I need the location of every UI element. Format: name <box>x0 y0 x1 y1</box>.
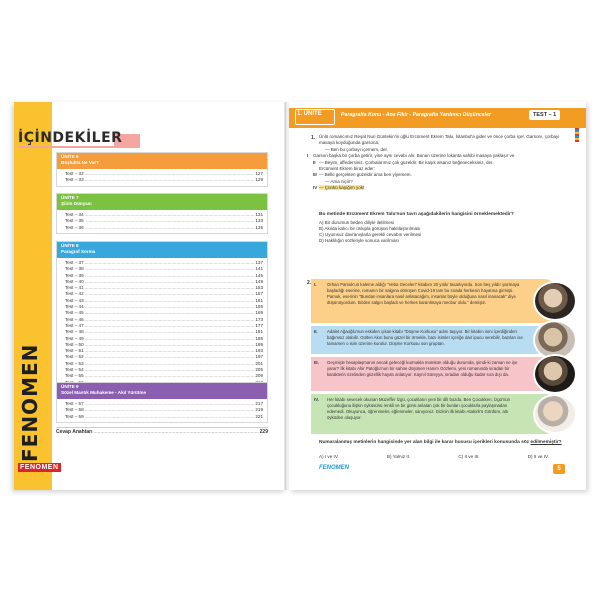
open-book <box>14 102 586 490</box>
question-stem: Numaralanmış metinlerin hangisinde yer alan bilgi ile karar hususu içerikleri konusunda söz edilmemiştir? <box>319 440 562 445</box>
answer-option[interactable]: B) Akılda kalıcı bir üslupla görüşün haklılaştırılması <box>319 226 421 232</box>
unit-label: ÜNİTE 7 <box>61 195 79 200</box>
header-title: Paragrafta Konu - Ana Fikir - Paragrafta Yardımcı Düşünceler <box>341 112 492 118</box>
answer-option[interactable]: A) Bir durumun beden diliyle iletilmesi <box>319 220 395 225</box>
toc-row[interactable]: Test – 40 ..... 149 <box>65 279 263 285</box>
toc-row[interactable]: Test – 41 ..... 153 <box>65 285 263 291</box>
unit-subtitle: Paragraf Sorma <box>61 249 96 254</box>
toc-row[interactable]: Test – 53 ..... 201 <box>65 361 263 367</box>
answer-option[interactable]: C) II ve III. <box>458 454 480 459</box>
toc-row[interactable]: Test – 35 ..... 133 <box>65 218 263 224</box>
answer-key-row[interactable] <box>56 427 268 435</box>
answer-key-page: 229 <box>259 429 268 435</box>
unit-rows <box>57 210 267 233</box>
toc-row[interactable]: Test – 59 ..... 221 <box>65 414 263 420</box>
answer-option[interactable]: D) Haklılığın sözleriyle sonuca varılması <box>319 238 400 244</box>
question-number: 1. <box>311 135 316 141</box>
unit-label: ÜNİTE 8 <box>61 243 79 248</box>
toc-row[interactable]: Test – 46 ..... 173 <box>65 317 263 323</box>
toc-row[interactable]: Test – 58 ..... 219 <box>65 407 263 413</box>
unit-subtitle: Sözel Mantık Muhakeme - Akıl Yürütme <box>61 390 147 395</box>
toc-row[interactable]: Test – 49 ..... 185 <box>65 336 263 342</box>
unit-block <box>56 382 268 423</box>
passage-line: III — Belki gerçekten güzeldir ama ben yiyemem. <box>313 172 412 178</box>
toc-row[interactable]: Test – 32 ..... 127 <box>65 171 263 177</box>
passage-line: I Garson başka bir çorba getirir, yine aynı cevabı alır. Bunun üzerine lokanta sahibi masaya yaklaşır ve <box>307 153 515 159</box>
color-stripe-icon <box>575 128 579 142</box>
toc-row[interactable]: Test – 43 ..... 161 <box>65 298 263 304</box>
toc-page <box>14 102 286 490</box>
toc-row[interactable]: Test – 54 ..... 205 <box>65 367 263 373</box>
toc-row[interactable]: Test – 39 ..... 145 <box>65 273 263 279</box>
toc-row[interactable]: Test – 42 ..... 157 <box>65 291 263 297</box>
answer-options <box>319 220 569 244</box>
unit-subtitle: Şiirin Dünyası <box>61 201 92 206</box>
unit-header <box>57 242 267 258</box>
passage-text: Adalet Ağaoğlu'nun eskiden çıkan kitabı "Düşme Korkusu" adını taşıyor. Bir kitabın ismi içerdiğinden bağımsız olabilir. Gülten Akın bunu güzel bir örnekle, bazı isimler içeriğe dair ipucu verebilir, bazıları ise tamamen o isim üzerine kurulur. Düşme Korkusu son gruptan. <box>327 329 523 346</box>
unit-block <box>56 241 268 389</box>
question-2-passages <box>311 279 555 437</box>
brand-logo: FENOMEN <box>319 465 349 471</box>
unit-header <box>57 194 267 210</box>
question-stem: Bu metinde Ercüment Ekrem Talu'nun tavrı aşağıdakilerin hangisini örneklemektedir? <box>319 212 514 217</box>
toc-row[interactable]: Test – 36 ..... 135 <box>65 225 263 231</box>
unit-block <box>56 193 268 234</box>
page-title: İÇİNDEKİLER <box>18 130 123 146</box>
answer-option[interactable]: D) II ve IV. <box>527 454 549 459</box>
passage-text: Orhan Pamuk'un kaleme aldığı "Veba Geceleri" kitabını 20 yıldır tasarlıyordu. Son beş yıldır yazmaya başladığı eserine, romanın bir salgına dönüşen Covid-19 tam bu sırada herkesin hayatına girmişti. Pamuk, eserinin "Bundan insanlara nasıl anlatacağım, insanlar böyle olduğuna nasıl inanacak" diye düşünüyordum. Birden salgın başladı ve herkes karantinaya mecbur oldu." demiştir. <box>327 282 520 305</box>
toc-row[interactable]: Test – 50 ..... 189 <box>65 342 263 348</box>
toc-row[interactable]: Test – 45 ..... 169 <box>65 310 263 316</box>
toc-row[interactable]: Test – 47 ..... 177 <box>65 323 263 329</box>
unit-label: ÜNİTE 9 <box>61 384 79 389</box>
passage-line: IV — Çünkü kaşığım yok! <box>313 185 365 191</box>
unit-rows <box>57 258 267 388</box>
passage-intro: Ünlü romancımız Reşat Nuri Güntekin'in oğlu Ercüment Ekrem Talu, İstanbul'a gider ve önce çorba içer. Garsonı, çorbayı masaya koyduğunda garsona, <box>319 134 560 146</box>
unit-label: 1. ÜNİTE <box>297 111 322 117</box>
answer-option[interactable]: C) Uyumsuz davranışlarla gerekli cevabın verilmesi <box>319 232 422 238</box>
passage-text: Her kitabı sevecek okunan Müzeffer İzgü, çocukların yeni bir dili bozdu. Ben Çocukken, İzgü'nün çocukluğunu ilişkin öyküsünü renkli ve bir günü anlatan çok bir bunları çocuklarla paylaşmadan edemedi. Okuyunca, öğrenmeler, eğlenmeler, sanıyoruz. Dizinin ilk kitabı Atatürk'ü Gördüm, altı öyküden oluşuyor. <box>327 397 510 420</box>
passage-line: Ercüment Ekrem biraz eder: <box>319 166 376 172</box>
passage-line: — Ama niçin? <box>325 178 353 184</box>
toc-row[interactable]: Test – 55 ..... 209 <box>65 373 263 379</box>
toc-row[interactable]: Test – 51 ..... 193 <box>65 348 263 354</box>
passage-card: I. Orhan Pamuk'un kaleme aldığı "Veba Geceleri" kitabını 20 yıldır tasarlıyordu. Son beş yıldır yazmaya başladığı eserine, romanın bir salgına dönüşen Covid-19 tam bu sırada herkesin hayatına girmişti. Pamuk, eserinin "Bundan insanlara nasıl anlatacağım, insanlar böyle olduğuna nasıl inanacak" diye düşünüyordum. Birden salgın başladı ve herkes karantinaya mecbur oldu." demiştir. <box>311 279 555 323</box>
unit-block <box>56 152 268 187</box>
answer-key-label: Cevap Anahtarı <box>56 429 93 435</box>
test-page <box>289 102 586 490</box>
answer-option[interactable]: A) I ve IV. <box>319 454 339 459</box>
answer-option[interactable]: B) Yalnız II. <box>386 454 411 459</box>
passage-card: II. Adalet Ağaoğlu'nun eskiden çıkan kitabı "Düşme Korkusu" adını taşıyor. Bir kitabın ismi içerdiğinden bağımsız olabilir. Gülten Akın bunu güzel bir örnekle, bazı isimler içeriğe dair ipucu verebilir, bazıları ise tamamen o isim üzerine kurulur. Düşme Korkusu son gruptan. <box>311 326 555 354</box>
unit-subtitle: Boşlukta Ne Var? <box>61 160 99 165</box>
passage-line: II — Beyim, affedersiniz. Çorbalarımız çok güzeldir. Bir kaşık alsanız beğeneceksiniz, der. <box>313 159 494 165</box>
question-passage <box>307 134 563 192</box>
author-photo <box>533 354 577 394</box>
page-number: 5 <box>553 464 565 474</box>
toc-row[interactable]: Test – 38 ..... 141 <box>65 266 263 272</box>
brand-small-logo: FENOMEN <box>20 464 59 471</box>
author-photo <box>533 394 577 434</box>
toc-row[interactable]: Test – 33 ..... 129 <box>65 177 263 183</box>
toc-row[interactable]: Test – 48 ..... 181 <box>65 329 263 335</box>
toc-row[interactable]: Test – 52 ..... 197 <box>65 354 263 360</box>
author-photo <box>533 281 577 321</box>
unit-rows <box>57 399 267 422</box>
passage-text: Geçmişle hesaplaşmanın ancak geleceği kurmakla mümkün olduğu durumda, şimdi-ki zaman ne işe yarar? İlk kitabı Ahir Patoğlu'nun bir sahne düşünen Hanım Gözlemi, yeni romanında sıradan bir karakterin özelinden güzellik hayatı anlatıyor. Kaynıl Süreyya, sıradan olduğu kadar sıra dışı da. <box>327 360 518 377</box>
unit-rows <box>57 169 267 186</box>
passage-card: IV. Her kitabı sevecek okunan Müzeffer İzgü, çocukların yeni bir dili bozdu. Ben Çocukken, İzgü'nün çocukluğunu ilişkin öyküsünü renkli ve bir günü anlatan çok bir bunları çocuklarla paylaşmadan edemedi. Okuyunca, öğrenmeler, eğlenmeler, sanıyoruz. Dizinin ilk kitabı Atatürk'ü Gördüm, altı öyküden oluşuyor. <box>311 394 555 434</box>
unit-label: ÜNİTE 6 <box>61 154 79 159</box>
toc-row[interactable]: Test – 57 ..... 217 <box>65 401 263 407</box>
toc-row[interactable]: Test – 34 ..... 131 <box>65 212 263 218</box>
question-number: 2. <box>307 280 312 286</box>
answer-options <box>319 454 549 459</box>
passage-line: — Ben bu çorbayı içemem, der. <box>325 146 389 152</box>
passage-card: III. Geçmişle hesaplaşmanın ancak geleceği kurmakla mümkün olduğu durumda, şimdi-ki zaman ne işe yarar? İlk kitabı Ahir Patoğlu'nun bir sahne düşünen Hanım Gözlemi, yeni romanında sıradan bir karakterin özelinden güzellik hayatı anlatıyor. Kaynıl Süreyya, sıradan olduğu kadar sıra dışı da. <box>311 357 555 391</box>
unit-header <box>57 383 267 399</box>
unit-header <box>57 153 267 169</box>
toc-row[interactable]: Test – 44 ..... 165 <box>65 304 263 310</box>
toc-title-underline <box>18 146 140 148</box>
toc-row[interactable]: Test – 37 ..... 137 <box>65 260 263 266</box>
brand-vertical: FENOMEN <box>18 343 42 462</box>
test-badge: TEST – 1 <box>529 110 560 120</box>
